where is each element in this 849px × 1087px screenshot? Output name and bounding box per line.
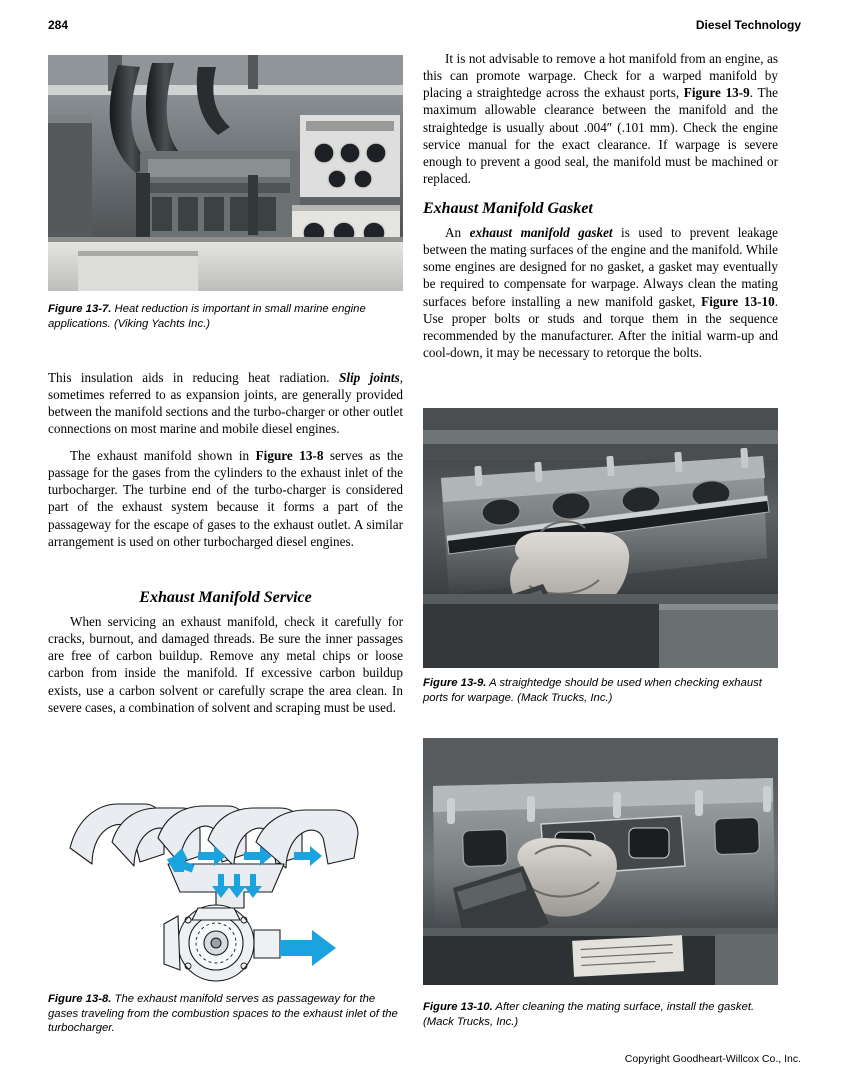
exhaust-manifold-diagram [48,768,403,983]
page-number: 284 [48,18,69,32]
left-paragraph-1 [48,369,403,438]
running-head: Diesel Technology [695,18,801,32]
figure-13-9-reference: Figure 13-9 [683,85,750,101]
left-p2-part-a: The exhaust manifold shown in [70,448,256,463]
left-p3-text: When servicing an exhaust manifold, check it carefully for cracks, burnout, and damaged threads. Be sure the inner passages are free of carbon buildup. Remove any metal chips or loose carbon from inside the manifold. If excessive carbon buildup exists, use a carbon solvent or carefully scrape the area clean. In severe cases, a combination of solvent and scraping must be used. [48,614,403,715]
figure-13-8-reference: Figure 13-8 [255,448,324,463]
figure-13-9-caption [423,676,778,705]
page-header [48,18,801,36]
straightedge-check-photo [423,408,778,668]
figure-13-10-caption [423,1000,778,1029]
right-paragraph-1 [423,50,778,187]
right-paragraph-2 [423,224,778,361]
figure-13-10-image [423,738,778,985]
figure-13-10-caption-text: After cleaning the mating surface, install the gasket. (Mack Trucks, Inc.) [423,1001,755,1028]
figure-13-8-caption [48,992,403,1036]
right-p1-part-b: . The maximum allowable clearance between the manifold and the straightedge is usually about .004″ (.101 mm). Check the engine service manual for the exact clearance. If warpage is severe enough to prevent a good seal, the manifold must be machined or replaced. [423,85,778,187]
exhaust-manifold-gasket-term: exhaust manifold gasket [469,225,613,240]
figure-13-9-image [423,408,778,668]
left-p2-part-b: serves as the passage for the gases from the cylinders to the exhaust inlet of the turbocharger. The turbine end of the turbo-charger is considered part of the exhaust system because it forms a part of the passageway for the escape of gases to the exhaust outlet. A similar arrangement is used on other turbocharged diesel engines. [48,448,403,549]
figure-13-8-caption-text: The exhaust manifold serves as passageway for the gases traveling from the combustion spaces to the exhaust inlet of the turbocharger. [48,993,398,1035]
exhaust-manifold-service-heading [48,589,403,607]
figure-13-7-label: Figure 13-7. [48,303,112,315]
gasket-install-photo [423,738,778,985]
figure-13-8-image [48,768,403,983]
figure-13-10-reference: Figure 13-10 [701,293,775,309]
left-p1-part-a: This insulation aids in reducing heat radiation. [48,370,339,385]
figure-13-7-image [48,55,403,291]
figure-13-10-label: Figure 13-10. [423,1001,493,1013]
heading-text: Exhaust Manifold Gasket [423,200,593,217]
right-p2-part-b: is used to prevent leakage between the mating surfaces of the engine and the manifold. While some engines are designed for no gasket, a gasket may eventually be required to compensate for warpage. Always clean the mating surfaces before installing a new manifold gasket, [423,225,778,309]
right-p2-part-a: An [445,225,470,240]
copyright-notice: Copyright Goodheart-Willcox Co., Inc. [624,1053,801,1065]
figure-13-9-caption-text: A straightedge should be used when checking exhaust ports for warpage. (Mack Trucks, Inc.) [423,677,762,704]
right-p1-part-a: It is not advisable to remove a hot manifold from an engine, as this can promote warpage. Check for a warped manifold by placing a straightedge across the exhaust ports, [423,51,778,101]
left-p1-part-b: , sometimes referred to as expansion joints, are generally provided between the manifold sections and the turbo-charger or other outlet connections on most marine and mobile diesel engines. [48,370,403,437]
left-paragraph-2 [48,447,403,550]
marine-engine-photo [48,55,403,291]
right-p2-part-c: . Use proper bolts or studs and torque them in the sequence recommended by the manufacturer. After the initial warm-up and cool-down, it may be necessary to retorque the bolts. [423,293,778,361]
figure-13-8-label: Figure 13-8. [48,993,112,1005]
figure-13-7-caption [48,302,403,331]
exhaust-manifold-gasket-heading [423,200,778,218]
figure-13-9-label: Figure 13-9. [423,677,487,689]
figure-13-7-caption-text: Heat reduction is important in small marine engine applications. (Viking Yachts Inc.) [48,303,366,330]
heading-text: Exhaust Manifold Service [139,589,312,606]
left-paragraph-3 [48,613,403,716]
slip-joints-term: Slip joints [339,370,400,385]
